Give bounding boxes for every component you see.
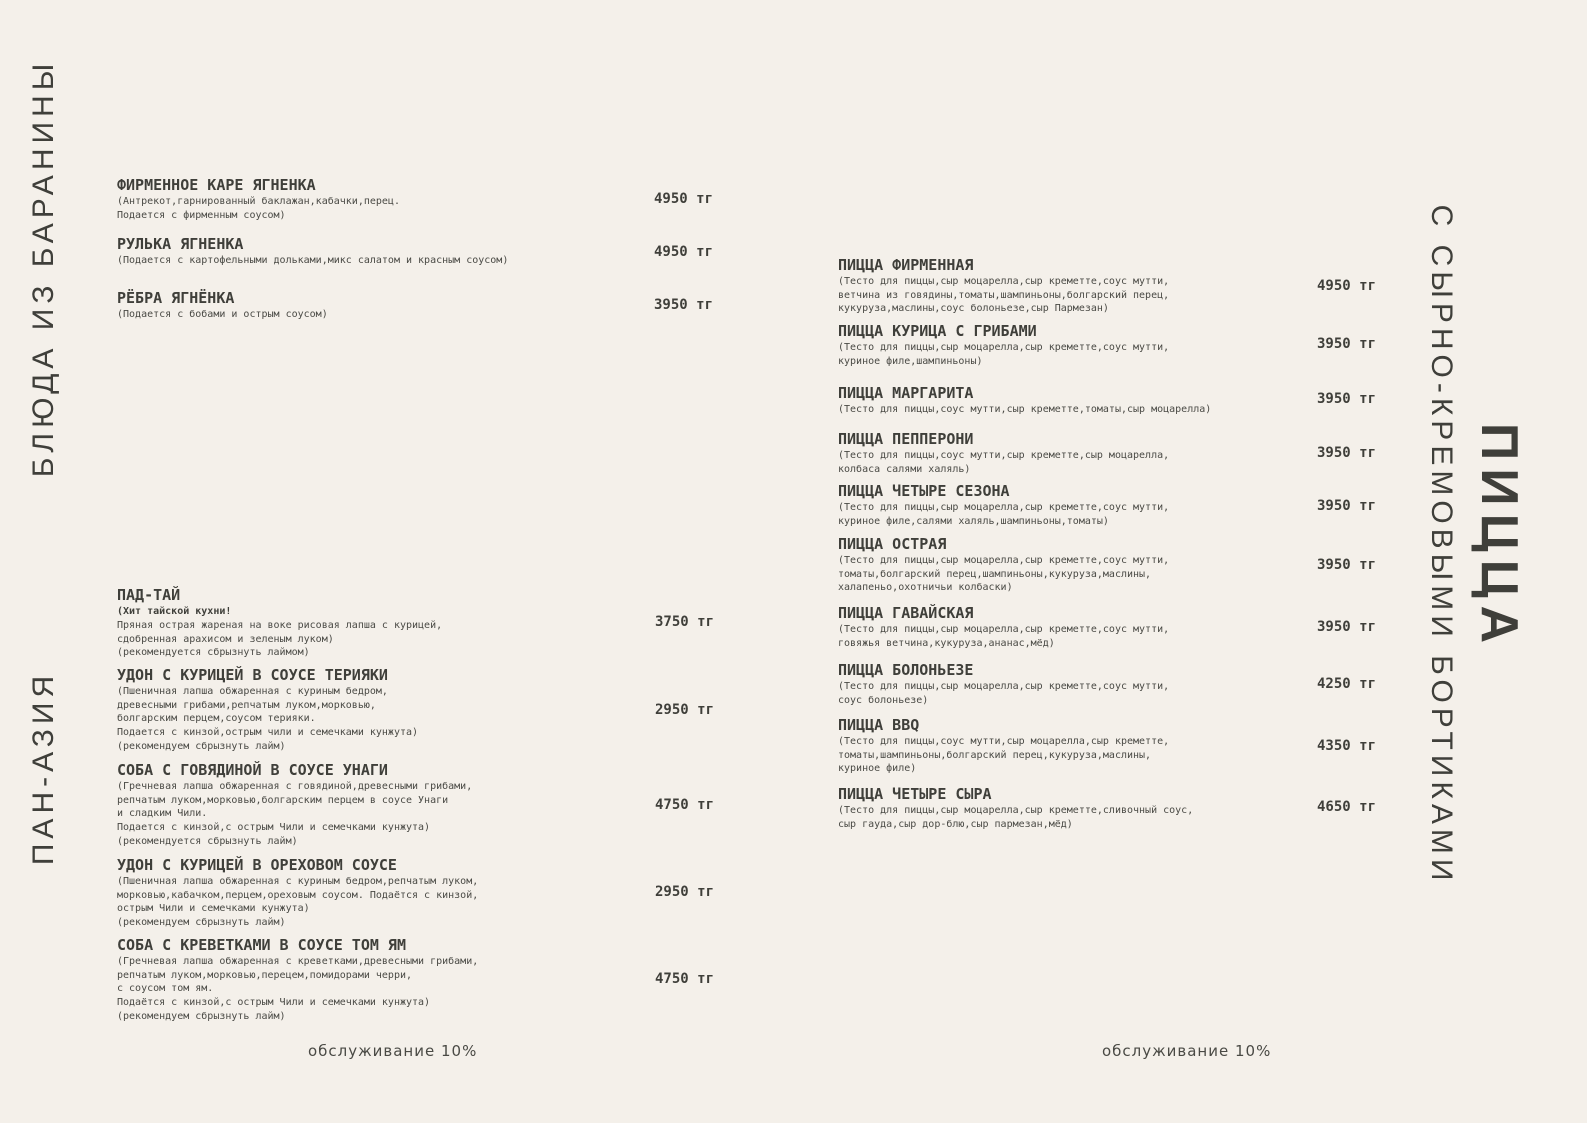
item-description: (Тесто для пиццы,сыр моцарелла,сыр креметте,соус мутти, куриное филе,салями халяль,шампиньоны,томаты) (838, 502, 1170, 527)
item-name: ПИЦЦА ПЕППЕРОНИ (838, 430, 974, 448)
item-price: 4250 тг (1317, 676, 1377, 692)
item-description: (Тесто для пиццы,сыр моцарелла,сыр креметте,соус мутти, куриное филе,шампиньоны) (838, 342, 1170, 367)
section-title-pizza: ПИЦЦА (1470, 422, 1528, 652)
item-description: (Тесто для пиццы,сыр моцарелла,сыр креметте,сливочный соус, сыр гауда,сыр дор-блю,сыр пармезан,мёд) (838, 805, 1194, 830)
item-price: 2950 тг (655, 884, 715, 900)
item-description: (Тесто для пиццы,сыр моцарелла,сыр креметте,соус мутти, соус болоньезе) (838, 681, 1170, 706)
item-description: (Тесто для пиццы,сыр моцарелла,сыр креметте,соус мутти, томаты,болгарский перец,шампиньоны,кукуруза,маслины, халапеньо,охотничьи колбаски) (838, 555, 1170, 594)
item-price: 2950 тг (655, 702, 715, 718)
item-name: РУЛЬКА ЯГНЕНКА (117, 235, 244, 253)
menu-item-lamb-shank (117, 235, 508, 268)
menu-item-pizza-four-seasons (838, 482, 1169, 528)
item-description: (Подается с картофельными дольками,микс салатом и красным соусом) (117, 255, 509, 266)
item-price: 3950 тг (1317, 619, 1377, 635)
menu-item-pizza-spicy (838, 535, 1169, 595)
section-title-pan-asia: ПАН-АЗИЯ (27, 670, 60, 866)
item-name: СОБА С ГОВЯДИНОЙ В СОУСЕ УНАГИ (117, 761, 388, 779)
item-price: 3950 тг (1317, 498, 1377, 514)
menu-item-pad-thai (117, 586, 442, 660)
item-price: 3950 тг (654, 297, 714, 313)
item-name: ПИЦЦА ФИРМЕННАЯ (838, 256, 974, 274)
item-price: 3750 тг (655, 614, 715, 630)
item-price: 3950 тг (1317, 391, 1377, 407)
service-charge-note: обслуживание 10% (308, 1042, 478, 1060)
item-name: ПАД-ТАЙ (117, 586, 181, 604)
menu-item-pizza-signature (838, 256, 1169, 316)
menu-item-pizza-bolognese (838, 661, 1169, 707)
menu-item-pizza-margherita (838, 384, 1211, 417)
item-description: (Антрекот,гарнированный баклажан,кабачки,перец. Подается с фирменным соусом) (117, 196, 400, 221)
item-name: ПИЦЦА BBQ (838, 716, 920, 734)
menu-item-pizza-hawaiian (838, 604, 1169, 650)
item-price: 4750 тг (655, 797, 715, 813)
item-description: (Пшеничная лапша обжаренная с куриным бедром, древесными грибами,репчатым луком,морковью, болгарским перцем,соусом терияки. Подается с кинзой,острым чили и семечками кунжута) (рекомендуем сбрызнуть лайм) (117, 686, 419, 752)
item-name: ПИЦЦА КУРИЦА С ГРИБАМИ (838, 322, 1037, 340)
item-description: (Тесто для пиццы,соус мутти,сыр креметте,томаты,сыр моцарелла) (838, 404, 1212, 415)
item-price: 4350 тг (1317, 738, 1377, 754)
menu-item-udon-nut-sauce (117, 856, 478, 930)
item-description: Пряная острая жареная на воке рисовая лапша с курицей, сдобренная арахисом и зеленым луком) (рекомендуется сбрызнуть лаймом) (117, 620, 443, 659)
service-charge-note: обслуживание 10% (1102, 1042, 1272, 1060)
item-name: ПИЦЦА БОЛОНЬЕЗЕ (838, 661, 974, 679)
menu-item-udon-teriyaki (117, 666, 418, 754)
item-name: ПИЦЦА МАРГАРИТА (838, 384, 974, 402)
item-name: ФИРМЕННОЕ КАРЕ ЯГНЕНКА (117, 176, 316, 194)
item-description: (Гречневая лапша обжаренная с креветками,древесными грибами, репчатым луком,морковью,перецем,помидорами черри, с соусом том ям. Подаётся с кинзой,с острым Чили и семечками кунжута) (рекомендуем сбрызнуть лайм) (117, 956, 479, 1022)
item-description: (Тесто для пиццы,сыр моцарелла,сыр креметте,соус мутти, ветчина из говядины,томаты,шампиньоны,болгарский перец, кукуруза,маслины,соус болоньезе,сыр Пармезан) (838, 276, 1170, 315)
item-note: (Хит тайской кухни! (117, 606, 232, 617)
section-title-lamb: БЛЮДА ИЗ БАРАНИНЫ (27, 58, 60, 478)
menu-item-lamb-ribs (117, 289, 328, 322)
menu-item-pizza-chicken-mushroom (838, 322, 1169, 368)
item-description: (Тесто для пиццы,сыр моцарелла,сыр креметте,соус мутти, говяжья ветчина,кукуруза,ананас,мёд) (838, 624, 1170, 649)
item-name: ПИЦЦА ГАВАЙСКАЯ (838, 604, 974, 622)
item-description: (Пшеничная лапша обжаренная с куриным бедром,репчатым луком, морковью,кабачком,перцем,ореховым соусом. Подаётся с кинзой, острым Чили и семечками кунжута) (рекомендуем сбрызнуть лайм) (117, 876, 479, 929)
item-price: 3950 тг (1317, 336, 1377, 352)
section-subtitle-pizza: С СЫРНО-КРЕМОВЫМИ БОРТИКАМИ (1425, 204, 1458, 886)
item-description: (Тесто для пиццы,соус мутти,сыр креметте,сыр моцарелла, колбаса салями халяль) (838, 450, 1170, 475)
item-name: ПИЦЦА ЧЕТЫРЕ СЫРА (838, 785, 992, 803)
item-price: 3950 тг (1317, 445, 1377, 461)
item-price: 4650 тг (1317, 799, 1377, 815)
item-price: 4950 тг (654, 244, 714, 260)
item-price: 4950 тг (654, 191, 714, 207)
menu-item-soba-tom-yum (117, 936, 478, 1024)
item-description: (Подается с бобами и острым соусом) (117, 309, 328, 320)
item-price: 4750 тг (655, 971, 715, 987)
item-description: (Гречневая лапша обжаренная с говядиной,древесными грибами, репчатым луком,морковью,болгарским перцем в соусе Унаги и сладким Чили. Подается с кинзой,с острым Чили и семечками кунжута) (рекомендуется сбрызнуть лайм) (117, 781, 473, 847)
menu-item-pizza-four-cheese (838, 785, 1193, 831)
item-name: РЁБРА ЯГНЁНКА (117, 289, 235, 307)
item-name: ПИЦЦА ОСТРАЯ (838, 535, 947, 553)
menu-item-pizza-bbq (838, 716, 1169, 776)
menu-item-soba-unagi (117, 761, 472, 849)
menu-item-rack-of-lamb (117, 176, 400, 222)
item-name: УДОН С КУРИЦЕЙ В СОУСЕ ТЕРИЯКИ (117, 666, 388, 684)
item-price: 4950 тг (1317, 278, 1377, 294)
item-name: ПИЦЦА ЧЕТЫРЕ СЕЗОНА (838, 482, 1010, 500)
item-description: (Тесто для пиццы,соус мутти,сыр моцарелла,сыр креметте, томаты,шампиньоны,болгарский перец,кукуруза,маслины, куриное филе) (838, 736, 1170, 775)
item-name: УДОН С КУРИЦЕЙ В ОРЕХОВОМ СОУСЕ (117, 856, 397, 874)
item-price: 3950 тг (1317, 557, 1377, 573)
menu-item-pizza-pepperoni (838, 430, 1169, 476)
item-name: СОБА С КРЕВЕТКАМИ В СОУСЕ ТОМ ЯМ (117, 936, 406, 954)
